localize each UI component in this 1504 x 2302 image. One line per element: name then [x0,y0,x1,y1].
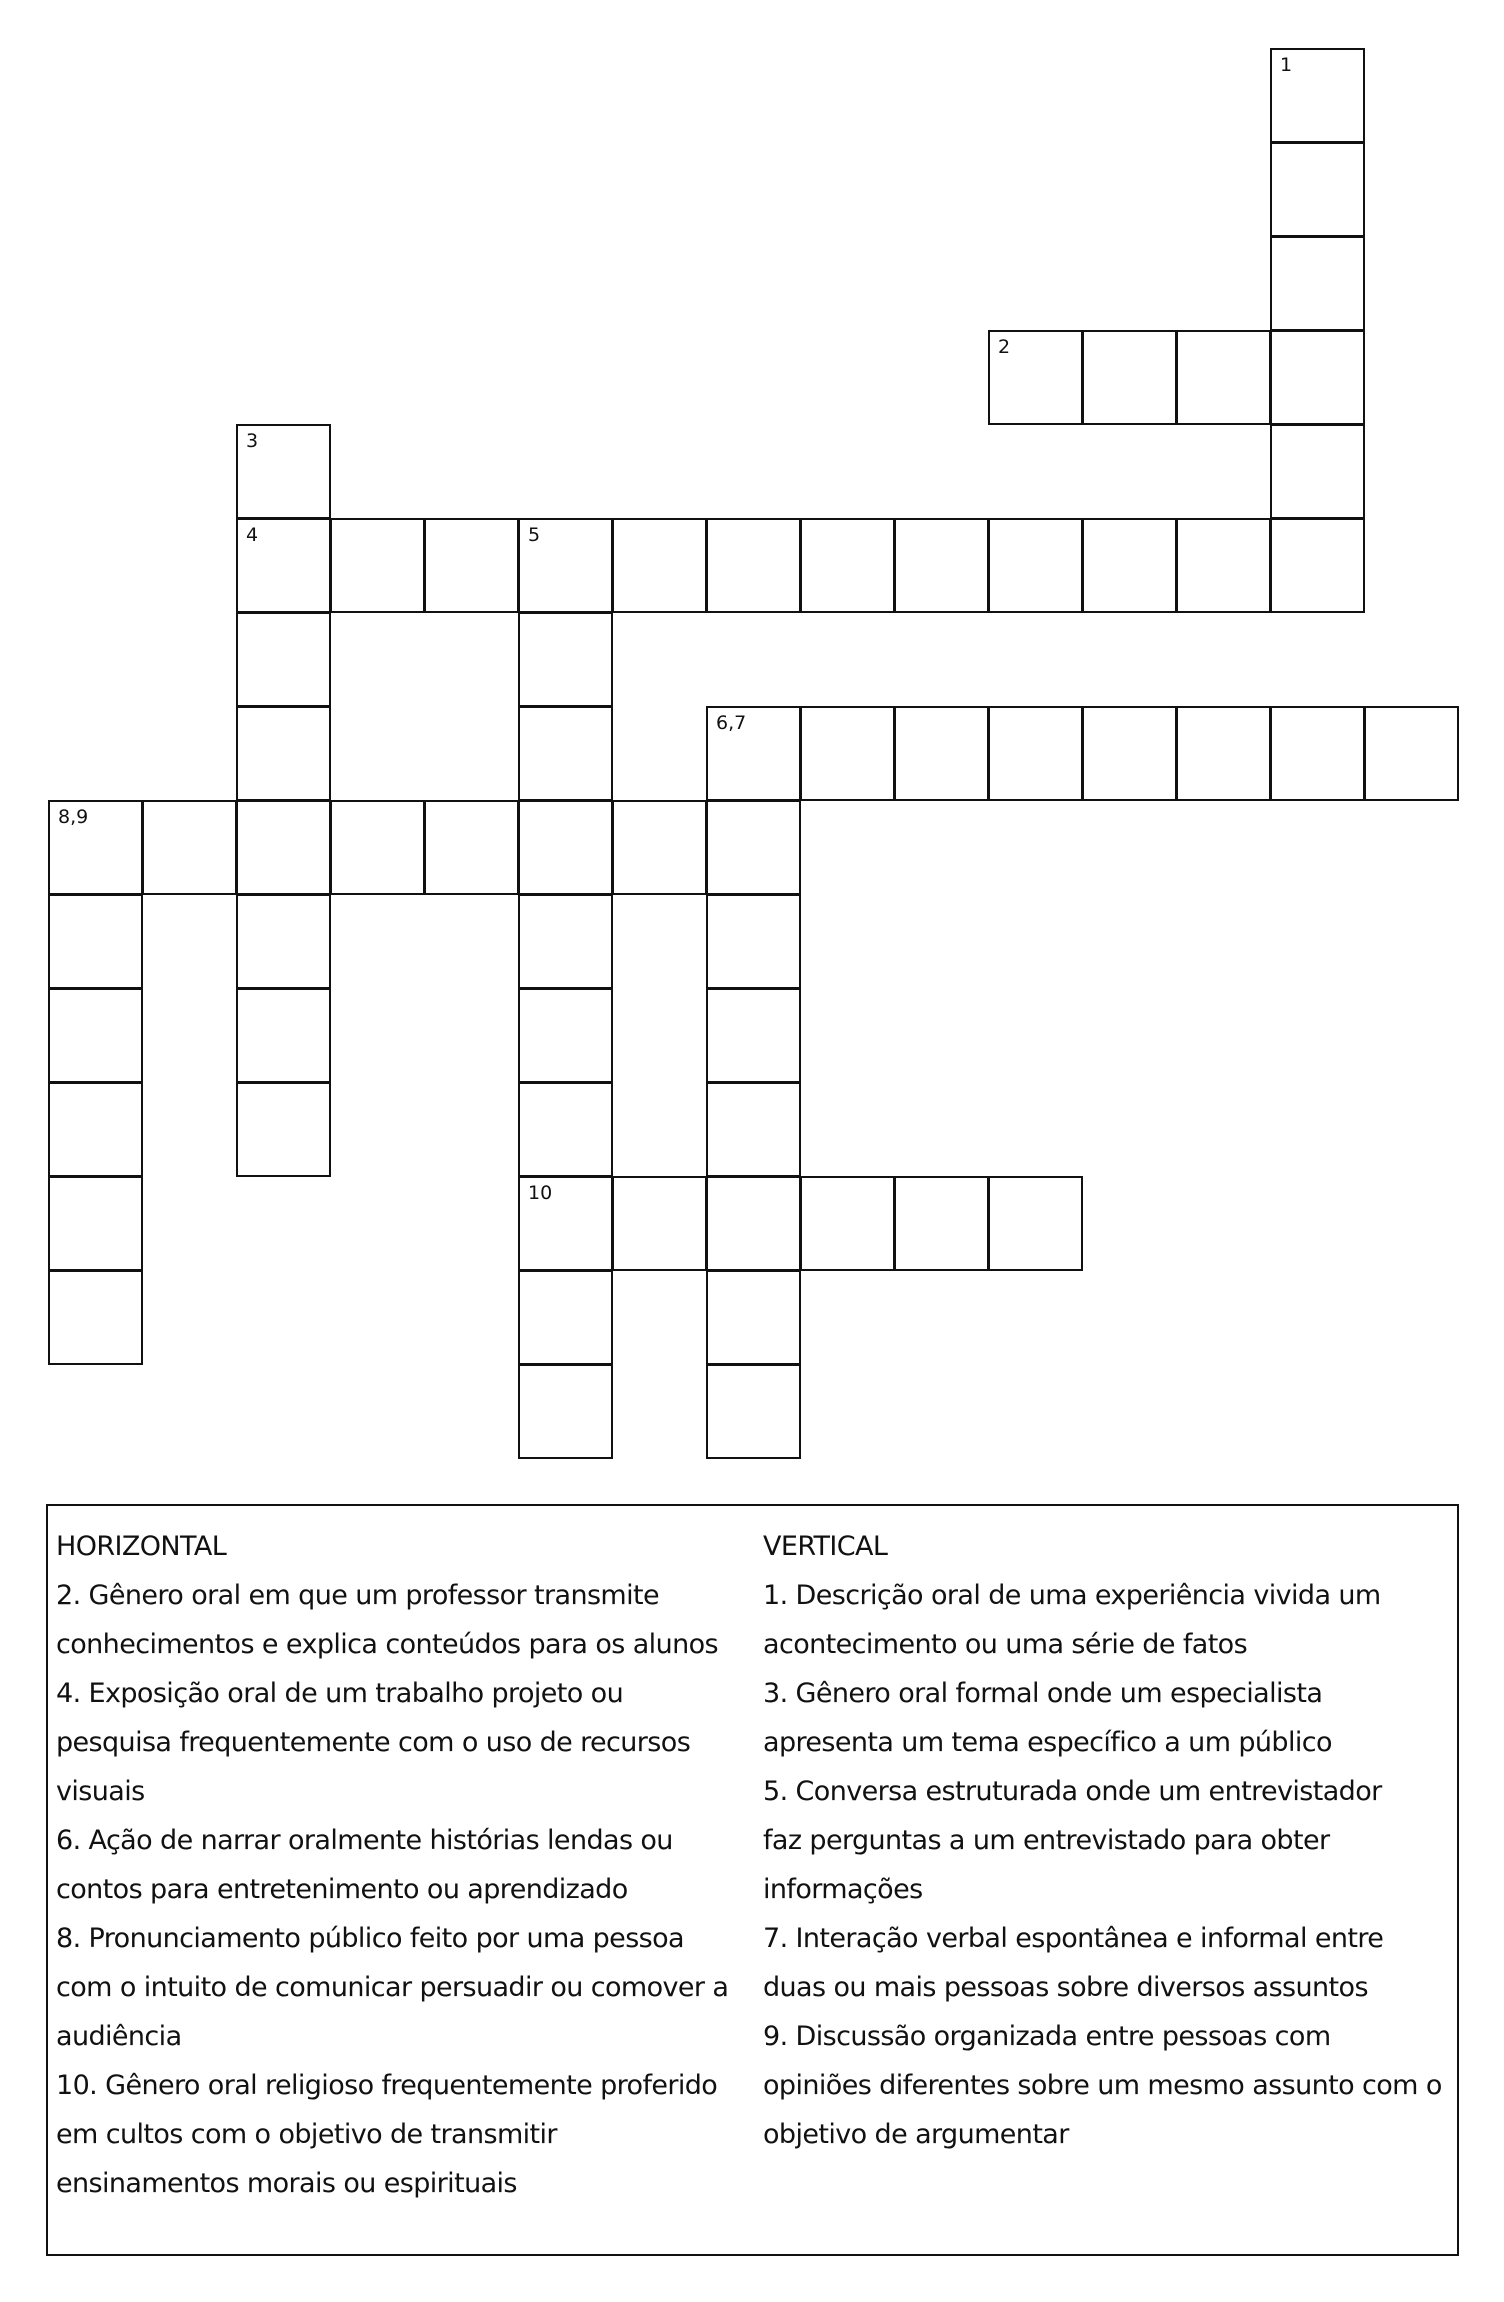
crossword-cell[interactable] [518,988,613,1083]
crossword-cell[interactable] [236,518,331,613]
vertical-clue-line: faz perguntas a um entrevistado para obter [763,1825,1330,1856]
clue-number: 1 [1280,54,1293,76]
horizontal-clue-line: 2. Gênero oral em que um professor transmite [56,1580,660,1611]
crossword-cell[interactable] [236,612,331,707]
crossword-cell[interactable] [518,518,613,613]
clue-number: 6,7 [716,712,747,734]
crossword-cell[interactable] [1270,236,1365,331]
horizontal-clue-line: ensinamentos morais ou espirituais [56,2168,517,2199]
crossword-cell[interactable] [706,1176,801,1271]
horizontal-heading: HORIZONTAL [56,1531,227,1562]
crossword-cell[interactable] [518,1082,613,1177]
clue-number: 3 [246,430,259,452]
crossword-cell[interactable] [800,518,895,613]
crossword-cell[interactable] [988,1176,1083,1271]
crossword-cell[interactable] [1176,330,1271,425]
crossword-cell[interactable] [706,1270,801,1365]
vertical-clue-line: opiniões diferentes sobre um mesmo assunto com o [763,2070,1442,2101]
crossword-cell[interactable] [894,706,989,801]
crossword-cell[interactable] [612,518,707,613]
crossword-cell[interactable] [894,1176,989,1271]
crossword-cell[interactable] [48,1082,143,1177]
crossword-cell[interactable] [424,518,519,613]
crossword-cell[interactable] [1176,518,1271,613]
horizontal-clue-line: visuais [56,1776,145,1807]
vertical-clue-line: 1. Descrição oral de uma experiência vivida um [763,1580,1381,1611]
crossword-cell[interactable] [894,518,989,613]
crossword-cell[interactable] [48,1270,143,1365]
crossword-cell[interactable] [706,518,801,613]
crossword-cell[interactable] [1270,706,1365,801]
clue-number: 4 [246,524,259,546]
crossword-cell[interactable] [1270,330,1365,425]
crossword-cell[interactable] [518,800,613,895]
horizontal-clue-line: 10. Gênero oral religioso frequentemente proferido [56,2070,718,2101]
horizontal-clue-line: em cultos com o objetivo de transmitir [56,2119,557,2150]
crossword-cell[interactable] [236,800,331,895]
horizontal-clues [56,1522,762,2208]
crossword-cell[interactable] [988,330,1083,425]
crossword-cell[interactable] [988,706,1083,801]
vertical-clue-line: acontecimento ou uma série de fatos [763,1629,1248,1660]
clue-number: 5 [528,524,541,546]
crossword-cell[interactable] [706,988,801,1083]
vertical-clue-line: 3. Gênero oral formal onde um especialista [763,1678,1323,1709]
crossword-cell[interactable] [706,1364,801,1459]
crossword-cell[interactable] [236,894,331,989]
crossword-cell[interactable] [612,800,707,895]
crossword-cell[interactable] [236,706,331,801]
crossword-cell[interactable] [518,894,613,989]
crossword-cell[interactable] [800,1176,895,1271]
crossword-cell[interactable] [236,1082,331,1177]
crossword-cell[interactable] [48,800,143,895]
vertical-heading: VERTICAL [763,1531,888,1562]
crossword-cell[interactable] [236,988,331,1083]
crossword-cell[interactable] [142,800,237,895]
crossword-cell[interactable] [612,1176,707,1271]
crossword-cell[interactable] [1270,518,1365,613]
crossword-cell[interactable] [518,706,613,801]
clue-number: 8,9 [58,806,89,828]
crossword-cell[interactable] [1270,48,1365,143]
crossword-cell[interactable] [1270,142,1365,237]
clue-number: 2 [998,336,1011,358]
crossword-cell[interactable] [518,1176,613,1271]
vertical-clue-line: duas ou mais pessoas sobre diversos assuntos [763,1972,1368,2003]
crossword-cell[interactable] [330,518,425,613]
horizontal-clue-line: conhecimentos e explica conteúdos para os alunos [56,1629,718,1660]
crossword-cell[interactable] [1082,518,1177,613]
crossword-cell[interactable] [518,612,613,707]
clues-box [46,1504,1459,2256]
vertical-clue-line: apresenta um tema específico a um público [763,1727,1332,1758]
crossword-cell[interactable] [1364,706,1459,801]
vertical-clue-line: objetivo de argumentar [763,2119,1069,2150]
crossword-cell[interactable] [706,894,801,989]
vertical-clues [763,1522,1453,2159]
crossword-cell[interactable] [706,706,801,801]
crossword-cell[interactable] [518,1270,613,1365]
crossword-cell[interactable] [800,706,895,801]
horizontal-clue-line: audiência [56,2021,182,2052]
vertical-clue-line: 7. Interação verbal espontânea e informal entre [763,1923,1384,1954]
crossword-cell[interactable] [48,1176,143,1271]
crossword-cell[interactable] [1082,330,1177,425]
crossword-cell[interactable] [706,800,801,895]
vertical-clue-line: 9. Discussão organizada entre pessoas com [763,2021,1331,2052]
crossword-cell[interactable] [706,1082,801,1177]
horizontal-clue-line: pesquisa frequentemente com o uso de recursos [56,1727,691,1758]
crossword-cell[interactable] [1082,706,1177,801]
vertical-clue-line: informações [763,1874,923,1905]
horizontal-clue-line: contos para entretenimento ou aprendizado [56,1874,628,1905]
crossword-cell[interactable] [236,424,331,519]
crossword-cell[interactable] [424,800,519,895]
horizontal-clue-line: 4. Exposição oral de um trabalho projeto ou [56,1678,624,1709]
crossword-cell[interactable] [518,1364,613,1459]
crossword-cell[interactable] [1176,706,1271,801]
horizontal-clue-line: 8. Pronunciamento público feito por uma pessoa [56,1923,684,1954]
vertical-clue-line: 5. Conversa estruturada onde um entrevistador [763,1776,1382,1807]
crossword-cell[interactable] [48,988,143,1083]
crossword-cell[interactable] [988,518,1083,613]
crossword-cell[interactable] [1270,424,1365,519]
clue-number: 10 [528,1182,553,1204]
horizontal-clue-line: 6. Ação de narrar oralmente histórias lendas ou [56,1825,673,1856]
horizontal-clue-line: com o intuito de comunicar persuadir ou comover a [56,1972,729,2003]
crossword-cell[interactable] [330,800,425,895]
crossword-cell[interactable] [48,894,143,989]
